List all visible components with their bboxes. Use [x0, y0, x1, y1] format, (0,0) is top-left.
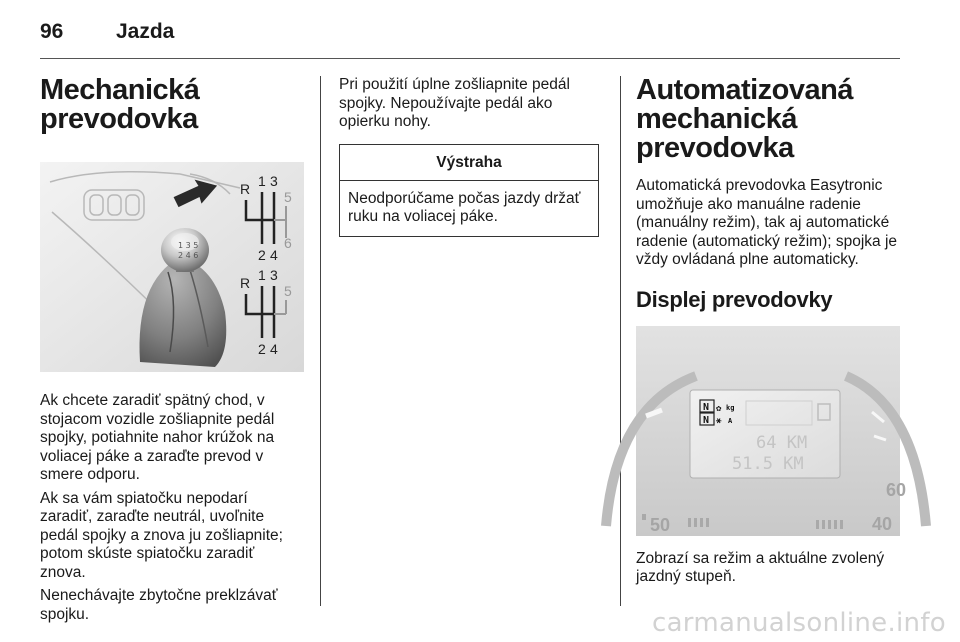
pattern-bottom-5-label: 5	[284, 283, 292, 299]
display-mode-top: N	[703, 401, 710, 413]
column-divider-1	[320, 76, 321, 606]
pattern-bottom-1-label: 1	[258, 267, 266, 283]
svg-text:✿: ✿	[716, 403, 722, 414]
instrument-cluster-drawing	[636, 326, 907, 536]
column-divider-2	[620, 76, 621, 606]
pattern-bottom-3-label: 3	[270, 267, 278, 283]
column-manual-transmission	[40, 76, 304, 624]
pattern-top-4-label: 4	[270, 247, 278, 263]
pattern-top-1-label: 1	[258, 173, 266, 189]
column-automated-transmission	[636, 74, 907, 587]
pattern-bottom-r-label: R	[240, 275, 251, 291]
subsection-heading-display: Displej prevodovky	[636, 286, 833, 312]
manual-paragraph-1: Ak chcete zaradiť spätný chod, v stojacom vozidle zošliapnite pedál spojky, potiahnite nahor krúžok na voliacej páke a zaraďte prevod v smere odporu.	[40, 392, 275, 483]
manual-paragraph-3: Nenechávajte zbytočne preklzávať spojku.	[40, 587, 278, 623]
warning-box	[339, 144, 599, 237]
gear-shift-illustration	[40, 162, 304, 372]
svg-text:⚹: ⚹	[716, 415, 722, 426]
section-title: Jazda	[116, 20, 175, 43]
display-readout-2: 51.5 KM	[732, 453, 804, 474]
section-heading-manual: Mechanická prevodovka	[40, 74, 200, 135]
pattern-top-r-label: R	[240, 181, 251, 197]
pattern-top-5-label: 5	[284, 189, 292, 205]
clutch-paragraph: Pri použití úplne zošliapnite pedál spojky. Nepoužívajte pedál ako opierku nohy.	[339, 76, 570, 130]
page-number: 96	[40, 20, 64, 43]
display-caption: Zobrazí sa režim a aktuálne zvolený jazdný stupeň.	[636, 549, 885, 585]
automated-paragraph: Automatická prevodovka Easytronic umožňuje ako manuálne radenie (manuálny režim), tak aj automatické radenie (automatický režim); spojka je vždy ovládaná plne automaticky.	[636, 177, 898, 268]
gauge-left-label: 50	[650, 514, 671, 535]
pattern-top-3-label: 3	[270, 173, 278, 189]
svg-text:2 4 6: 2 4 6	[178, 251, 199, 260]
display-mode-bottom: N	[703, 414, 710, 426]
header-rule	[40, 58, 900, 59]
svg-text:1 3 5: 1 3 5	[178, 241, 199, 250]
watermark: carmanualsonline.info	[651, 608, 946, 638]
section-heading-automated: Automatizovaná mechanická prevodovka	[636, 74, 853, 164]
transmission-display-illustration	[636, 326, 907, 536]
gauge-right-bottom-label: 40	[872, 513, 893, 534]
warning-title: Výstraha	[436, 153, 502, 171]
gauge-right-top-label: 60	[886, 479, 907, 500]
page-header	[40, 18, 900, 58]
display-line-a: A	[728, 416, 733, 425]
display-unit: kg	[726, 403, 735, 412]
gear-shift-drawing	[40, 162, 304, 372]
column-clutch	[339, 76, 604, 237]
manual-paragraph-2: Ak sa vám spiatočku nepodarí zaradiť, zaraďte neutrál, uvoľnite pedál spojky a znova ju zošliapnite; potom skúste spiatočku zaradiť znova.	[40, 489, 283, 581]
pattern-bottom-4-label: 4	[270, 341, 278, 357]
display-readout-1: 64 KM	[756, 432, 808, 453]
pattern-bottom-2-label: 2	[258, 341, 266, 357]
pattern-top-6-label: 6	[284, 235, 292, 251]
warning-text: Neodporúčame počas jazdy držať ruku na voliacej páke.	[348, 189, 581, 225]
pattern-top-2-label: 2	[258, 247, 266, 263]
